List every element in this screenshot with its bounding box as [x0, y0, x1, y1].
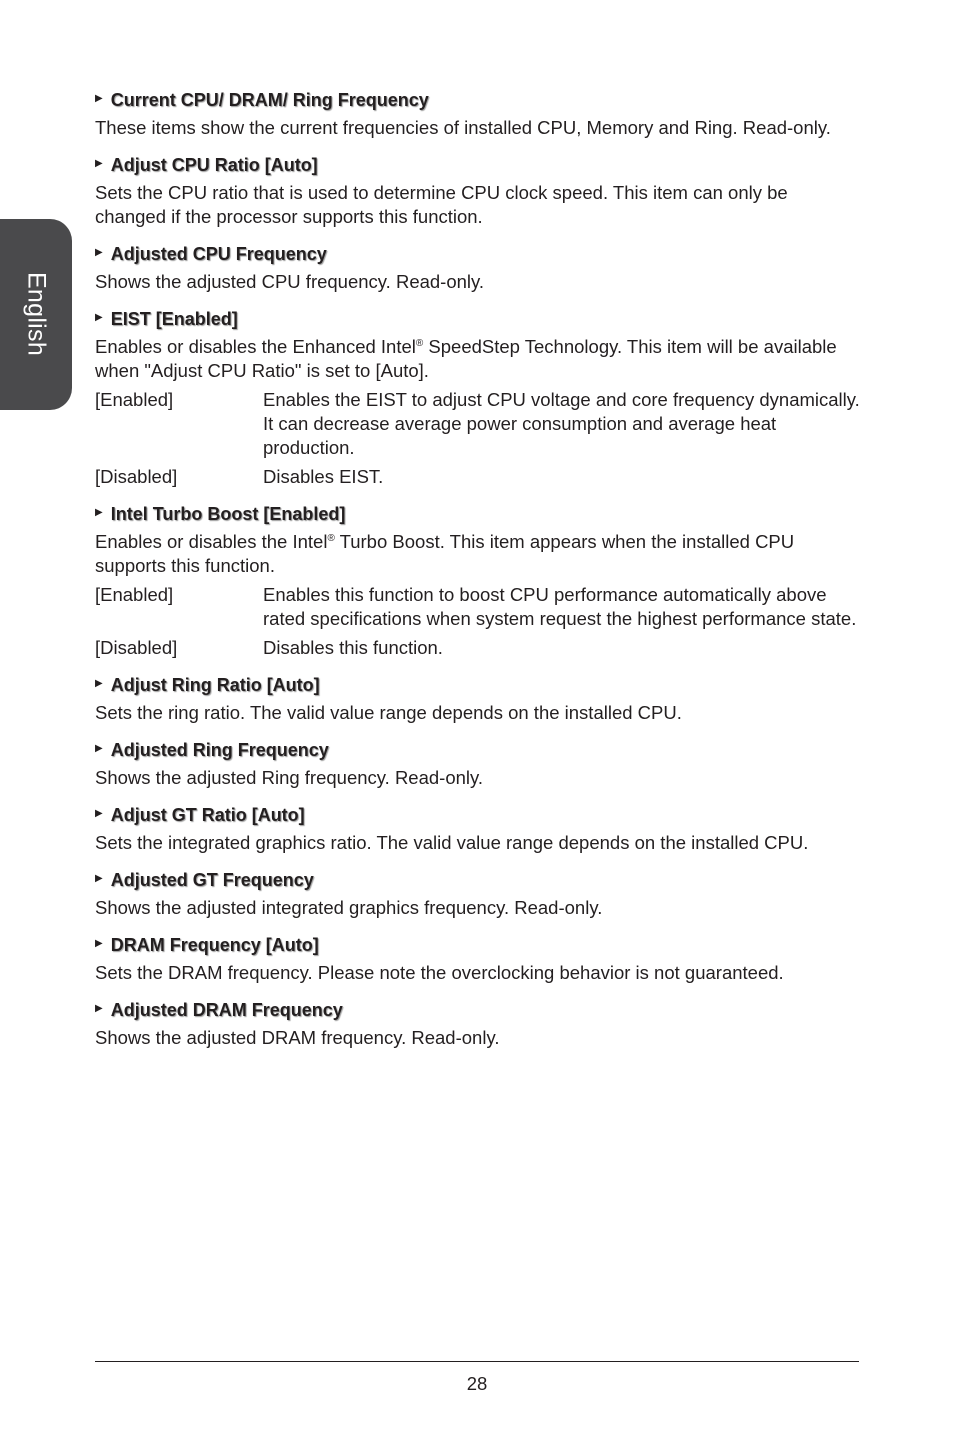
option-value: Enables this function to boost CPU performance automatically above rated specifications when system request the highest performance state. [263, 584, 857, 629]
option-row [95, 465, 860, 489]
section-adjusted-ring-frequency [95, 738, 860, 790]
section-adjust-ring-ratio [95, 673, 860, 725]
section-description: Shows the adjusted Ring frequency. Read-only. [95, 767, 484, 788]
bullet-triangle-icon: ▶ [95, 873, 103, 884]
section-heading [95, 502, 860, 526]
section-heading [95, 738, 860, 762]
section-heading [95, 307, 860, 331]
bullet-triangle-icon: ▶ [95, 1003, 103, 1014]
option-key: [Disabled] [95, 466, 178, 487]
desc-text: Enables or disables the Intel [95, 531, 328, 552]
section-description: Shows the adjusted integrated graphics frequency. Read-only. [95, 897, 603, 918]
desc-text: Enables or disables the Enhanced Intel [95, 336, 416, 357]
option-row [95, 636, 860, 660]
bullet-triangle-icon: ▶ [95, 312, 103, 323]
section-title: Adjust GT Ratio [Auto] [110, 805, 305, 825]
page-number: 28 [466, 1373, 488, 1394]
section-description: Sets the ring ratio. The valid value range depends on the installed CPU. [95, 702, 682, 723]
section-description: Sets the CPU ratio that is used to determine CPU clock speed. This item can only be changed if the processor supports this function. [95, 182, 788, 227]
section-title: Adjust Ring Ratio [Auto] [110, 675, 320, 695]
section-title: DRAM Frequency [Auto] [110, 935, 319, 955]
section-title: EIST [Enabled] [110, 309, 238, 329]
section-heading [95, 88, 860, 112]
section-title: Intel Turbo Boost [Enabled] [110, 504, 346, 524]
section-description [95, 335, 860, 383]
language-tab [0, 219, 72, 410]
section-heading [95, 998, 860, 1022]
section-description: Shows the adjusted CPU frequency. Read-only. [95, 271, 485, 292]
language-tab-label: English [22, 271, 51, 357]
section-adjusted-dram-frequency [95, 998, 860, 1050]
section-dram-frequency [95, 933, 860, 985]
section-title: Adjusted DRAM Frequency [110, 1000, 343, 1020]
registered-mark: ® [415, 337, 424, 349]
desc-text: Turbo Boost. This item appears when the installed CPU supports this function. [95, 531, 795, 576]
section-description: Sets the DRAM frequency. Please note the overclocking behavior is not guaranteed. [95, 962, 784, 983]
option-row [95, 583, 860, 631]
section-intel-turbo-boost [95, 502, 860, 660]
option-value: Disables this function. [263, 637, 443, 658]
bullet-triangle-icon: ▶ [95, 507, 103, 518]
registered-mark: ® [327, 532, 335, 544]
section-title: Current CPU/ DRAM/ Ring Frequency [110, 90, 429, 110]
bullet-triangle-icon: ▶ [95, 938, 103, 949]
section-adjust-cpu-ratio [95, 153, 860, 229]
section-description: These items show the current frequencies of installed CPU, Memory and Ring. Read-only. [95, 117, 831, 138]
option-key: [Enabled] [95, 389, 174, 410]
section-current-frequency [95, 88, 860, 140]
bullet-triangle-icon: ▶ [95, 93, 103, 104]
section-eist [95, 307, 860, 489]
desc-text: SpeedStep Technology. This item will be available when "Adjust CPU Ratio" is set to [Auto]. [95, 336, 837, 381]
section-title: Adjusted CPU Frequency [110, 244, 327, 264]
bullet-triangle-icon: ▶ [95, 158, 103, 169]
section-description: Sets the integrated graphics ratio. The valid value range depends on the installed CPU. [95, 832, 809, 853]
section-heading [95, 673, 860, 697]
section-adjust-gt-ratio [95, 803, 860, 855]
bullet-triangle-icon: ▶ [95, 678, 103, 689]
bullet-triangle-icon: ▶ [95, 247, 103, 258]
section-heading [95, 803, 860, 827]
section-title: Adjusted Ring Frequency [110, 740, 329, 760]
section-heading [95, 153, 860, 177]
option-key: [Enabled] [95, 584, 174, 605]
section-adjusted-cpu-frequency [95, 242, 860, 294]
footer-divider [95, 1361, 859, 1362]
section-heading [95, 868, 860, 892]
section-adjusted-gt-frequency [95, 868, 860, 920]
option-value: Disables EIST. [263, 466, 384, 487]
section-heading [95, 242, 860, 266]
section-description [95, 530, 860, 578]
bullet-triangle-icon: ▶ [95, 743, 103, 754]
option-key: [Disabled] [95, 637, 178, 658]
section-title: Adjust CPU Ratio [Auto] [110, 155, 318, 175]
section-heading [95, 933, 860, 957]
option-row [95, 388, 860, 460]
bullet-triangle-icon: ▶ [95, 808, 103, 819]
section-title: Adjusted GT Frequency [110, 870, 314, 890]
manual-content [95, 88, 860, 1063]
option-value: Enables the EIST to adjust CPU voltage and core frequency dynamically. It can decrease average power consumption and average heat production. [263, 389, 860, 458]
section-description: Shows the adjusted DRAM frequency. Read-only. [95, 1027, 500, 1048]
